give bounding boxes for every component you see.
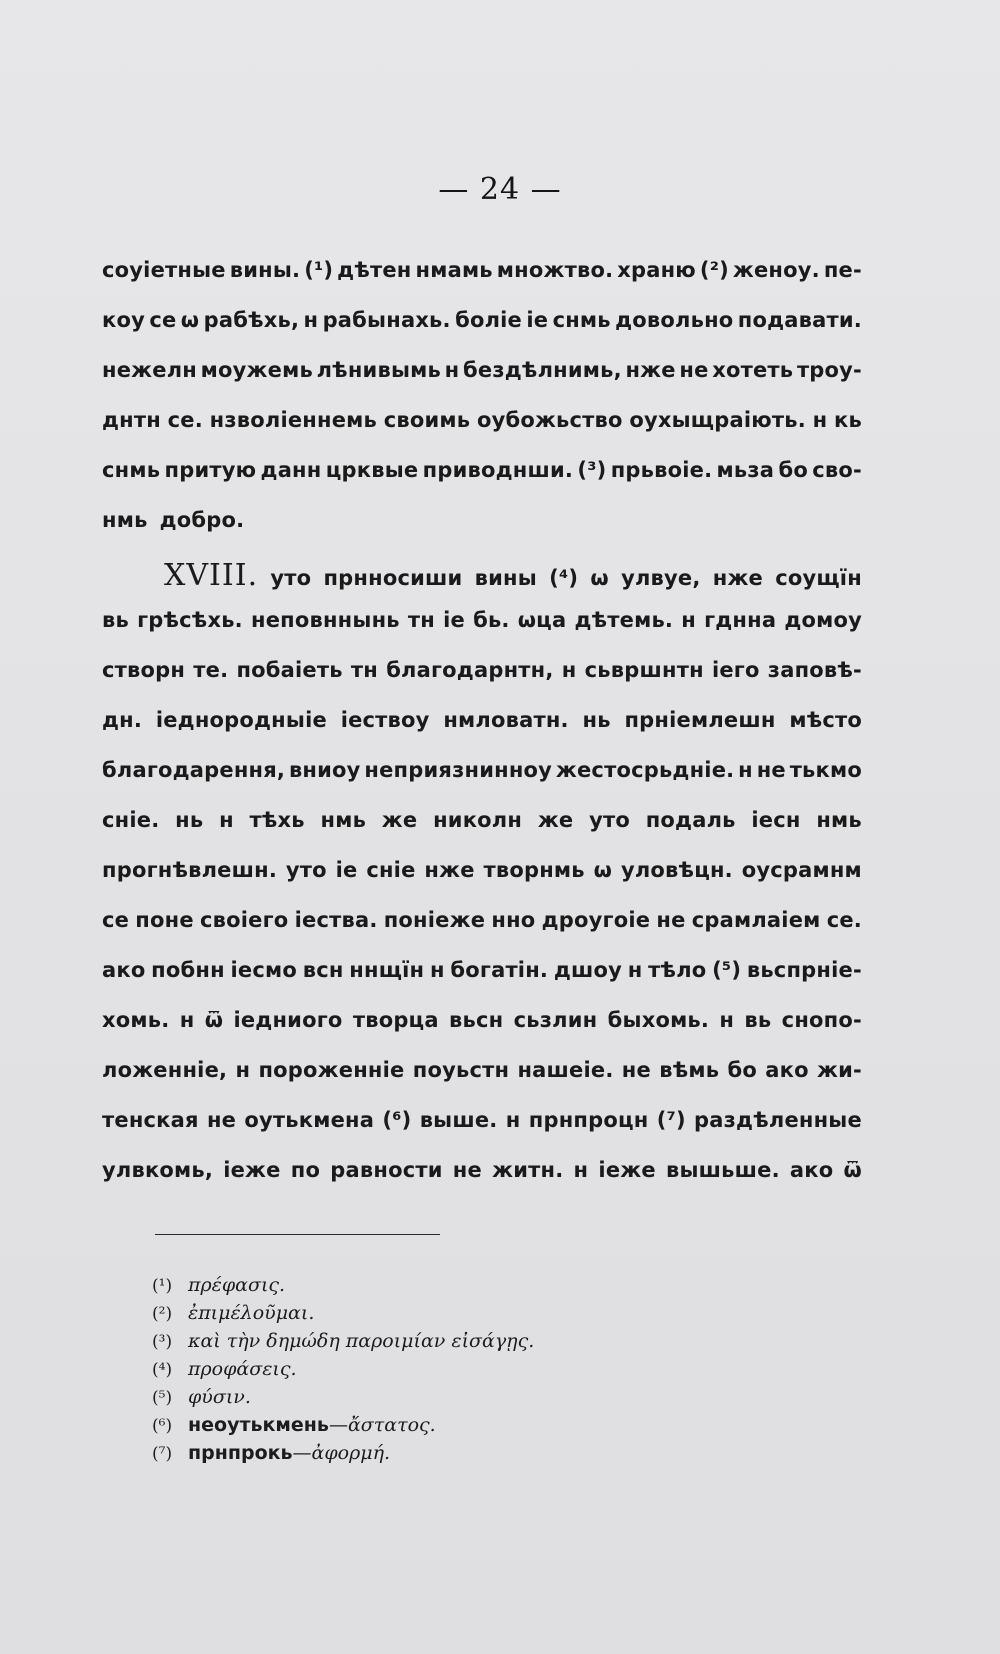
word: іедниого bbox=[233, 1008, 343, 1032]
footnote bbox=[152, 1302, 534, 1330]
word: всн bbox=[302, 958, 344, 982]
word: уловѣцн. bbox=[620, 858, 733, 882]
word: срамлаіем bbox=[691, 908, 821, 932]
footnote-mark: (⁶) bbox=[152, 1416, 173, 1436]
text-line bbox=[102, 808, 862, 858]
footnote-mark: (⁵) bbox=[152, 1388, 173, 1408]
word: тенская bbox=[102, 1108, 199, 1132]
word: (³) bbox=[577, 458, 607, 482]
word: пе- bbox=[823, 258, 862, 282]
word: бо bbox=[778, 458, 808, 482]
word: прнносиши bbox=[323, 566, 463, 590]
word: ѡ bbox=[593, 858, 613, 882]
text-line bbox=[102, 608, 862, 658]
word: грѣсѣхь. bbox=[137, 608, 243, 632]
word: се. bbox=[826, 908, 862, 932]
word: іесмо bbox=[230, 958, 297, 982]
word: н bbox=[219, 808, 234, 832]
word: бь. bbox=[473, 608, 510, 632]
word: іеже bbox=[598, 1158, 656, 1182]
footnote-mark: (³) bbox=[152, 1332, 173, 1352]
word: вины. bbox=[229, 258, 301, 282]
word: не bbox=[756, 758, 786, 782]
word: іе bbox=[335, 858, 358, 882]
word: же bbox=[537, 808, 574, 832]
word: оухыщраіють. bbox=[629, 408, 806, 432]
word: іества. bbox=[294, 908, 378, 932]
footnote-dash: — bbox=[292, 1442, 312, 1464]
word: рабѣхь, bbox=[203, 308, 300, 332]
word: сво- bbox=[812, 458, 862, 482]
word: поніеже bbox=[383, 908, 486, 932]
word: нь bbox=[582, 708, 611, 732]
text-line bbox=[102, 458, 862, 508]
footnote bbox=[152, 1358, 534, 1386]
word: по bbox=[290, 1158, 321, 1182]
word: н bbox=[505, 1108, 521, 1132]
word: дроугоіе bbox=[541, 908, 651, 932]
footnote-slavonic: неоутькмень bbox=[188, 1414, 329, 1436]
word: н bbox=[561, 658, 577, 682]
word: прьвоіе. bbox=[610, 458, 713, 482]
footnote bbox=[152, 1414, 534, 1442]
word: жи- bbox=[817, 1058, 862, 1082]
text-line bbox=[102, 1158, 862, 1208]
footnote bbox=[152, 1442, 534, 1470]
word: сьвршнтн bbox=[584, 658, 704, 682]
word: домоу bbox=[784, 608, 862, 632]
word: н bbox=[303, 308, 319, 332]
word: н bbox=[429, 958, 445, 982]
word: прніемлешн bbox=[624, 708, 776, 732]
word: іего bbox=[711, 658, 760, 682]
word: нежелн bbox=[102, 358, 197, 382]
text-line bbox=[102, 508, 862, 558]
word: своіего bbox=[200, 908, 289, 932]
word: снопо- bbox=[781, 1008, 862, 1032]
word: вь bbox=[102, 608, 129, 632]
word: благодарення, bbox=[102, 758, 286, 782]
word: троу- bbox=[796, 358, 862, 382]
footnote bbox=[152, 1386, 534, 1414]
word: побнн bbox=[151, 958, 225, 982]
word: днтн bbox=[102, 408, 161, 432]
text-line bbox=[102, 908, 862, 958]
word: коу bbox=[102, 308, 145, 332]
word: іеже bbox=[223, 1158, 281, 1182]
word: (⁶) bbox=[382, 1108, 412, 1132]
word: своимь bbox=[383, 408, 471, 432]
word: данн bbox=[260, 458, 322, 482]
word: раздѣленные bbox=[694, 1108, 862, 1132]
word: вѣмь bbox=[659, 1058, 720, 1082]
word: ако bbox=[102, 958, 146, 982]
footnote-divider bbox=[155, 1234, 440, 1235]
word: не bbox=[656, 908, 686, 932]
word: боліе bbox=[455, 308, 522, 332]
footnote-greek: ἄστατος. bbox=[347, 1414, 436, 1436]
word: дн. bbox=[102, 708, 143, 732]
word: приводнши. bbox=[422, 458, 574, 482]
footnote bbox=[152, 1330, 534, 1358]
word: (¹) bbox=[304, 258, 334, 282]
word: гднна bbox=[704, 608, 777, 632]
word: н bbox=[444, 358, 460, 382]
word: творца bbox=[352, 1008, 439, 1032]
word: жестосрьдніе. bbox=[555, 758, 735, 782]
word: оубожьство bbox=[476, 408, 623, 432]
word: выше. bbox=[419, 1108, 498, 1132]
word: пороженніе bbox=[258, 1058, 405, 1082]
word: тн bbox=[407, 608, 435, 632]
word: мьза bbox=[716, 458, 775, 482]
word: нмамь bbox=[415, 258, 493, 282]
word: храню bbox=[617, 258, 696, 282]
word: нже bbox=[424, 858, 475, 882]
word: добро. bbox=[159, 508, 245, 532]
footnote-greek: πρέφασις. bbox=[188, 1274, 286, 1296]
word: вышьше. bbox=[665, 1158, 780, 1182]
word: ѿ bbox=[204, 1008, 224, 1032]
word: се bbox=[102, 908, 130, 932]
word: прогнѣвлешн. bbox=[102, 858, 278, 882]
word: поне bbox=[135, 908, 194, 932]
word: бездѣлнимь, bbox=[463, 358, 622, 382]
word: богатін. bbox=[450, 958, 549, 982]
word: вьсн bbox=[448, 1008, 504, 1032]
word: неприязнинноу bbox=[364, 758, 553, 782]
word: вины bbox=[474, 566, 537, 590]
word: ако bbox=[789, 1158, 834, 1182]
word: сьзлин bbox=[513, 1008, 598, 1032]
word: снмь bbox=[102, 458, 161, 482]
text-line bbox=[102, 708, 862, 758]
word: уто bbox=[589, 808, 630, 832]
word: тн bbox=[350, 658, 378, 682]
word: те. bbox=[193, 658, 229, 682]
word: н bbox=[179, 1008, 195, 1032]
word: хомь. bbox=[102, 1008, 170, 1032]
word: заповѣ- bbox=[767, 658, 862, 682]
word: ѡ bbox=[590, 566, 609, 590]
word: уто bbox=[270, 566, 312, 590]
word: тѣхь bbox=[249, 808, 305, 832]
word: ако bbox=[765, 1058, 809, 1082]
word: іесн bbox=[751, 808, 801, 832]
word: н bbox=[573, 1158, 589, 1182]
word: не bbox=[452, 1158, 482, 1182]
word: н bbox=[738, 758, 753, 782]
word: тькмо bbox=[789, 758, 862, 782]
word: хотеть bbox=[712, 358, 794, 382]
footnote-mark: (⁷) bbox=[152, 1444, 173, 1464]
word: ннщїн bbox=[349, 958, 425, 982]
word: быхомь. bbox=[607, 1008, 710, 1032]
word: н bbox=[681, 608, 696, 632]
word: н bbox=[719, 1008, 735, 1032]
word: нзволіеннемь bbox=[209, 408, 377, 432]
word: (⁵) bbox=[712, 958, 742, 982]
word: н bbox=[627, 958, 643, 982]
word: оутькмена bbox=[244, 1108, 375, 1132]
word: множтво. bbox=[496, 258, 614, 282]
word: нашеіе. bbox=[517, 1058, 614, 1082]
word: улвкомь, bbox=[102, 1158, 214, 1182]
word: ѿ bbox=[843, 1158, 862, 1182]
text-line bbox=[102, 408, 862, 458]
word: прнпроцн bbox=[528, 1108, 649, 1132]
word: кь bbox=[834, 408, 862, 432]
word: снмь bbox=[552, 308, 611, 332]
word: нмь bbox=[102, 508, 148, 532]
word: дѣтен bbox=[337, 258, 412, 282]
word: се. bbox=[167, 408, 203, 432]
word: створн bbox=[102, 658, 186, 682]
footnote-dash: — bbox=[328, 1414, 348, 1436]
word: іеднородныіе bbox=[155, 708, 327, 732]
word: рабынахь. bbox=[322, 308, 451, 332]
footnote-greek: φύσιν. bbox=[188, 1386, 251, 1408]
word: не bbox=[679, 358, 709, 382]
word: ѡ bbox=[180, 308, 200, 332]
word: женоу. bbox=[732, 258, 820, 282]
word: уто bbox=[285, 858, 327, 882]
text-line bbox=[102, 658, 862, 708]
word: нь bbox=[175, 808, 204, 832]
word: мѣсто bbox=[789, 708, 862, 732]
text-line bbox=[102, 258, 862, 308]
word: (²) bbox=[699, 258, 729, 282]
word: вь bbox=[744, 1008, 772, 1032]
text-line bbox=[102, 858, 862, 908]
footnote-greek: προφάσεις. bbox=[188, 1358, 297, 1380]
text-line bbox=[102, 958, 862, 1008]
word: подавати. bbox=[737, 308, 862, 332]
word: іе bbox=[443, 608, 465, 632]
footnote-greek: ἐπιμέλοῦμαι. bbox=[188, 1302, 315, 1324]
word: іе bbox=[526, 308, 549, 332]
word: нно bbox=[491, 908, 536, 932]
footnote-slavonic: прнпрокь bbox=[188, 1442, 293, 1464]
word: н bbox=[812, 408, 828, 432]
word: улвуе, bbox=[621, 566, 701, 590]
word: довольно bbox=[615, 308, 734, 332]
footnote-mark: (¹) bbox=[152, 1276, 173, 1296]
word: нмь bbox=[320, 808, 367, 832]
word: нмловатн. bbox=[443, 708, 569, 732]
word: вьспрніе- bbox=[746, 958, 862, 982]
footnote bbox=[152, 1274, 534, 1302]
word: побаіеть bbox=[236, 658, 343, 682]
word: сніе bbox=[366, 858, 416, 882]
footnote-mark: (²) bbox=[152, 1304, 173, 1324]
word: же bbox=[381, 808, 418, 832]
word: (⁷) bbox=[656, 1108, 686, 1132]
word: ѡца bbox=[517, 608, 567, 632]
word: равности bbox=[330, 1158, 443, 1182]
word: нмь bbox=[816, 808, 862, 832]
footnote-greek: ἀφορμή. bbox=[311, 1442, 391, 1464]
word: лѣнивымь bbox=[316, 358, 441, 382]
word: моужемь bbox=[200, 358, 313, 382]
word: не bbox=[621, 1058, 651, 1082]
word: притую bbox=[164, 458, 257, 482]
word: се bbox=[149, 308, 177, 332]
word: соуіетные bbox=[102, 258, 226, 282]
text-line bbox=[102, 1058, 862, 1108]
word: оусрамнм bbox=[741, 858, 862, 882]
word: неповннынь bbox=[250, 608, 400, 632]
page-number: — 24 — bbox=[438, 172, 562, 207]
word: ложенніе, bbox=[102, 1058, 228, 1082]
word: (⁴) bbox=[549, 566, 579, 590]
word: іествоу bbox=[340, 708, 430, 732]
word: дѣтемь. bbox=[574, 608, 674, 632]
footnotes bbox=[152, 1274, 534, 1470]
word: дшоу bbox=[553, 958, 623, 982]
text-line bbox=[102, 308, 862, 358]
text-line bbox=[102, 1108, 862, 1158]
body-text bbox=[102, 258, 862, 1208]
text-line bbox=[102, 358, 862, 408]
word: вниоу bbox=[288, 758, 361, 782]
word: тѣло bbox=[648, 958, 707, 982]
word: соущїн bbox=[775, 566, 862, 590]
word: подаль bbox=[645, 808, 736, 832]
word: црквые bbox=[325, 458, 419, 482]
word: николн bbox=[433, 808, 523, 832]
word: бо bbox=[727, 1058, 758, 1082]
word: благодарнтн, bbox=[386, 658, 554, 682]
section-number: XVIII. bbox=[164, 558, 259, 593]
text-line bbox=[102, 1008, 862, 1058]
word: не bbox=[206, 1108, 237, 1132]
word: житн. bbox=[492, 1158, 564, 1182]
text-line bbox=[102, 558, 862, 608]
footnote-mark: (⁴) bbox=[152, 1360, 173, 1380]
text-line bbox=[102, 758, 862, 808]
word: н bbox=[235, 1058, 251, 1082]
word: творнмь bbox=[483, 858, 585, 882]
word: поуьстн bbox=[412, 1058, 510, 1082]
word: нже bbox=[625, 358, 676, 382]
word: сніе. bbox=[102, 808, 160, 832]
word: нже bbox=[712, 566, 763, 590]
footnote-greek: καὶ τὴν δημώδη παροιμίαν εἰσάγῃς. bbox=[188, 1330, 535, 1352]
